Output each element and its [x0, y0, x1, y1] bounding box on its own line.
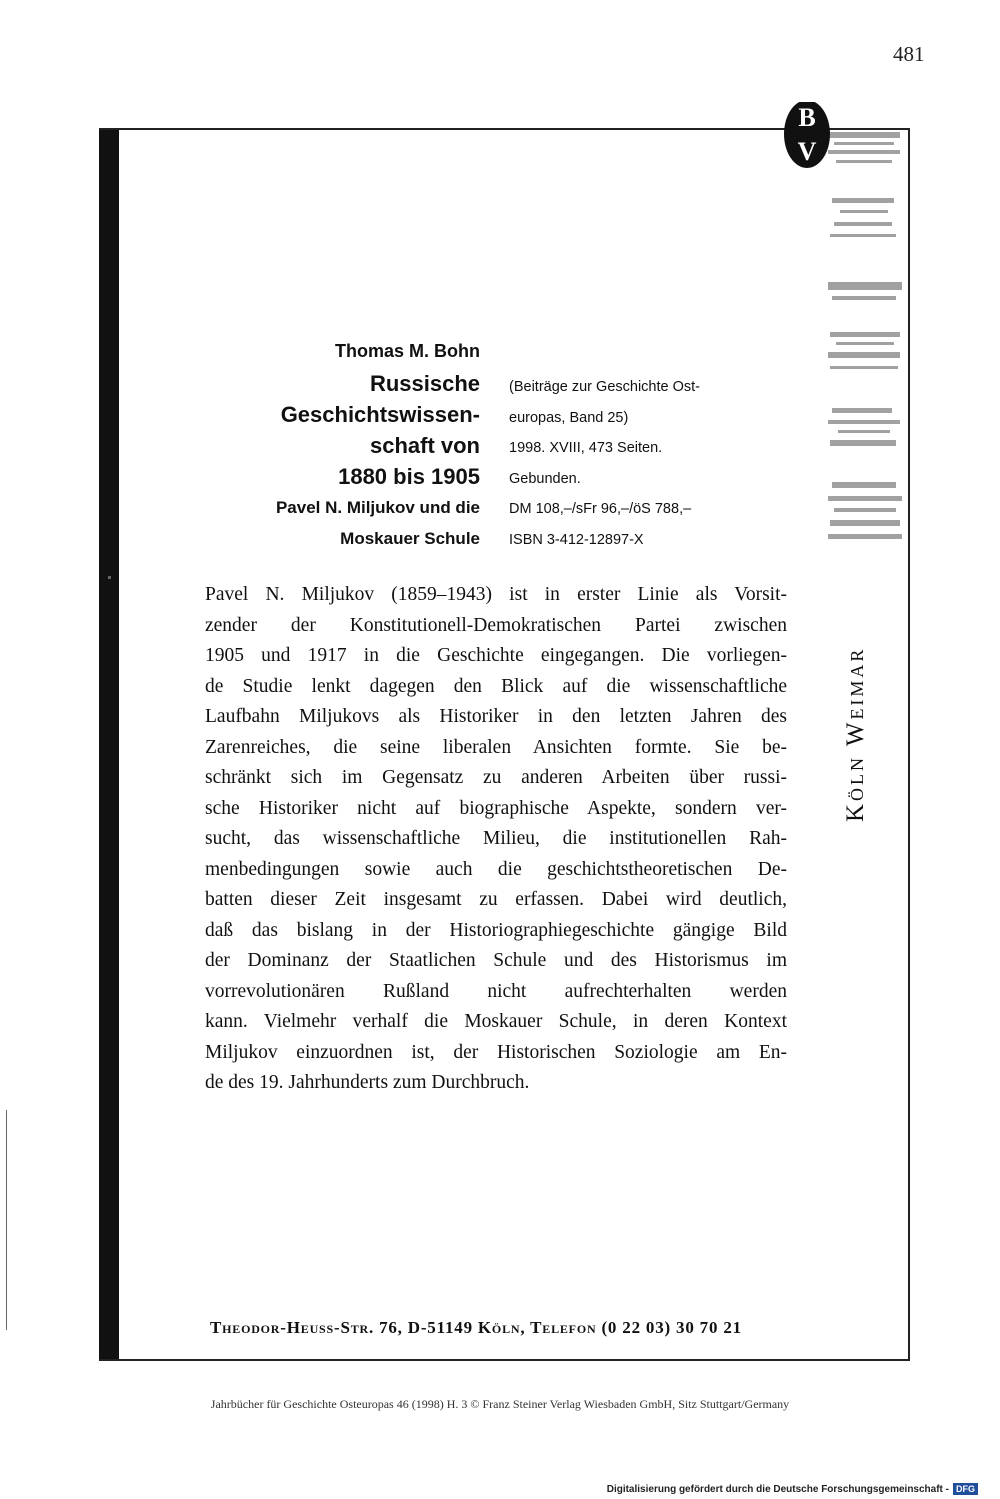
description-line: vorrevolutionären Rußland nicht aufrechterhalten werden	[205, 980, 787, 1002]
description-line: 1905 und 1917 in die Geschichte eingegangen. Die vorliegen-	[205, 645, 787, 666]
book-details	[509, 372, 809, 555]
description-line: daß das bislang in der Historiographiegeschichte gängige Bild	[205, 919, 787, 941]
book-subtitle-line: Pavel N. Miljukov und die	[275, 498, 480, 517]
book-title-block	[180, 338, 480, 554]
book-description	[205, 580, 787, 1099]
description-line: menbedingungen sowie auch die geschichtstheoretischen De-	[205, 858, 787, 880]
dfg-logo: DFG	[953, 1483, 978, 1495]
scan-dot-mark	[108, 576, 111, 579]
scan-edge-mark	[6, 1110, 7, 1330]
digitization-note	[607, 1483, 978, 1495]
description-line: der Dominanz der Staatlichen Schule und des Historismus im	[205, 950, 787, 971]
journal-citation: Jahrbücher für Geschichte Osteuropas 46 (1998) H. 3 © Franz Steiner Verlag Wiesbaden GmbH, Sitz Stuttgart/Germany	[210, 1397, 790, 1411]
description-line: kann. Vielmehr verhalf die Moskauer Schule, in deren Kontext	[205, 1011, 787, 1032]
description-line: schränkt sich im Gegensatz zu anderen Arbeiten über russi-	[205, 767, 787, 788]
publisher-places: Köln Weimar	[842, 646, 869, 822]
description-line: de Studie lenkt dagegen den Blick auf die wissenschaftliche	[205, 675, 787, 697]
description-line: sucht, das wissenschaftliche Milieu, die institutionellen Rah-	[205, 828, 787, 849]
book-pages: 1998. XVIII, 473 Seiten.	[509, 440, 663, 456]
description-line: Laufbahn Miljukovs als Historiker in den letzten Jahren des	[205, 706, 787, 727]
description-line: Zarenreiches, die seine liberalen Ansichten formte. Sie be-	[205, 736, 787, 758]
book-series: europas, Band 25)	[509, 409, 629, 426]
page-number: 481	[893, 42, 925, 66]
book-title-line: Russische	[369, 371, 480, 396]
publisher-logo-icon	[783, 92, 831, 170]
description-line: Miljukov einzuordnen ist, der Historischen Soziologie am En-	[205, 1041, 787, 1063]
description-line: sche Historiker nicht auf biographische Aspekte, sondern ver-	[205, 797, 787, 819]
book-price: DM 108,–/sFr 96,–/öS 788,–	[509, 501, 692, 517]
book-binding: Gebunden.	[509, 470, 581, 487]
svg-text:B: B	[798, 103, 816, 132]
description-line: Pavel N. Miljukov (1859–1943) ist in erster Linie als Vorsit-	[205, 584, 787, 605]
svg-text:V: V	[797, 137, 817, 166]
book-author: Thomas M. Bohn	[335, 341, 480, 361]
description-line: zender der Konstitutionell-Demokratischen Partei zwischen	[205, 614, 787, 636]
digitization-note-text: Digitalisierung gefördert durch die Deutsche Forschungsgemeinschaft -	[606, 1483, 949, 1495]
book-isbn: ISBN 3-412-12897-X	[509, 531, 644, 548]
book-title-line: 1880 bis 1905	[338, 464, 480, 489]
decorative-ornament-strip	[826, 130, 904, 548]
book-title-line: schaft von	[369, 433, 480, 458]
book-subtitle-line: Moskauer Schule	[340, 529, 480, 548]
description-line: batten dieser Zeit insgesamt zu erfassen. Dabei wird deutlich,	[205, 889, 787, 910]
book-title-line: Geschichtswissen-	[280, 402, 480, 427]
publisher-address: Theodor-Heuss-Str. 76, D-51149 Köln, Telefon (0 22 03) 30 70 21	[210, 1318, 742, 1337]
description-line: de des 19. Jahrhunderts zum Durchbruch.	[205, 1072, 530, 1093]
book-series: (Beiträge zur Geschichte Ost-	[509, 379, 700, 395]
